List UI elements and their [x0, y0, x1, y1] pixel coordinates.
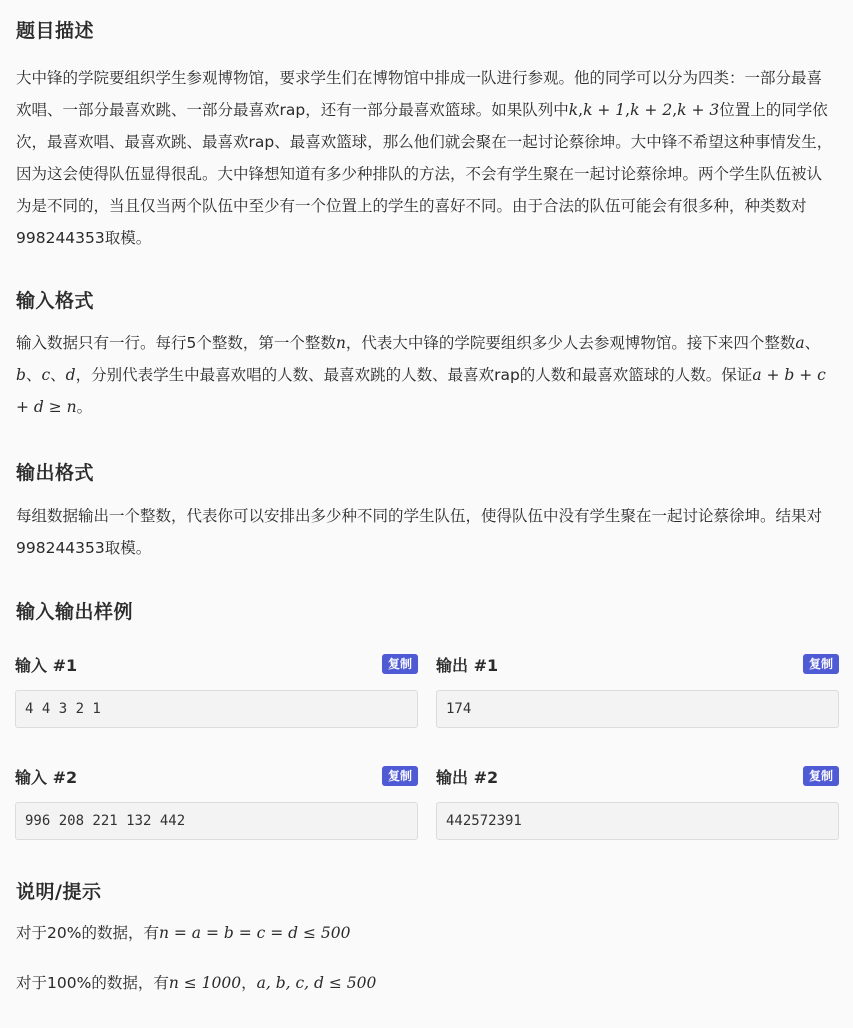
- sample-input-box[interactable]: 996 208 221 132 442: [15, 802, 418, 840]
- sample-output-box[interactable]: 442572391: [436, 802, 839, 840]
- input-format-body: [16, 327, 837, 423]
- output-format-text: 每组数据输出一个整数，代表你可以安排出多少种不同的学生队伍，使得队伍中没有学生聚在一起讨论蔡徐坤。结果对998244353取模。: [16, 507, 823, 557]
- samples-title: 输入输出样例: [16, 601, 134, 623]
- description-body: [16, 62, 837, 254]
- copy-button[interactable]: 复制: [382, 654, 418, 674]
- copy-button[interactable]: 复制: [803, 766, 839, 786]
- copy-button[interactable]: 复制: [382, 766, 418, 786]
- input-format-text: 输入数据只有一行。每行5个整数，第一个整数n，代表大中锋的学院要组织多少人去参观博物馆。接下来四个整数a、b、c、d，分别代表学生中最喜欢唱的人数、最喜欢跳的人数、最喜欢rap的人数和最喜欢篮球的人数。保证a + b + c + d ≥ n。: [16, 334, 826, 416]
- sample-output-label: 输出 #1: [436, 655, 499, 675]
- output-format-body: [16, 500, 837, 564]
- output-format-title: 输出格式: [16, 462, 95, 484]
- sample-output-1: [436, 653, 839, 728]
- sample-input-box[interactable]: 4 4 3 2 1: [15, 690, 418, 728]
- hint-title: 说明/提示: [16, 881, 102, 903]
- sample-input-label: 输入 #1: [15, 655, 78, 675]
- description-title: 题目描述: [16, 20, 95, 42]
- sample-input-2: [15, 765, 418, 840]
- hint-line-2: 对于100%的数据，有n ≤ 1000，a, b, c, d ≤ 500: [16, 974, 377, 992]
- sample-output-2: [436, 765, 839, 840]
- hint-line-1: 对于20%的数据，有n = a = b = c = d ≤ 500: [16, 924, 351, 942]
- input-format-title: 输入格式: [16, 290, 95, 312]
- sample-input-label: 输入 #2: [15, 767, 78, 787]
- sample-output-label: 输出 #2: [436, 767, 499, 787]
- description-text: 大中锋的学院要组织学生参观博物馆，要求学生们在博物馆中排成一队进行参观。他的同学可以分为四类：一部分最喜欢唱、一部分最喜欢跳、一部分最喜欢rap，还有一部分最喜欢篮球。如果队列中k,k + 1,k + 2,k + 3位置上的同学依次，最喜欢唱、最喜欢跳、最喜欢rap、最喜欢篮球，那么他们就会聚在一起讨论蔡徐坤。大中锋不希望这种事情发生，因为这会使得队伍显得很乱。大中锋想知道有多少种排队的方法，不会有学生聚在一起讨论蔡徐坤。两个学生队伍被认为是不同的，当且仅当两个队伍中至少有一个位置上的学生的喜好不同。由于合法的队伍可能会有很多种，种类数对998244353取模。: [16, 69, 833, 247]
- sample-output-box[interactable]: 174: [436, 690, 839, 728]
- copy-button[interactable]: 复制: [803, 654, 839, 674]
- sample-input-1: [15, 653, 418, 728]
